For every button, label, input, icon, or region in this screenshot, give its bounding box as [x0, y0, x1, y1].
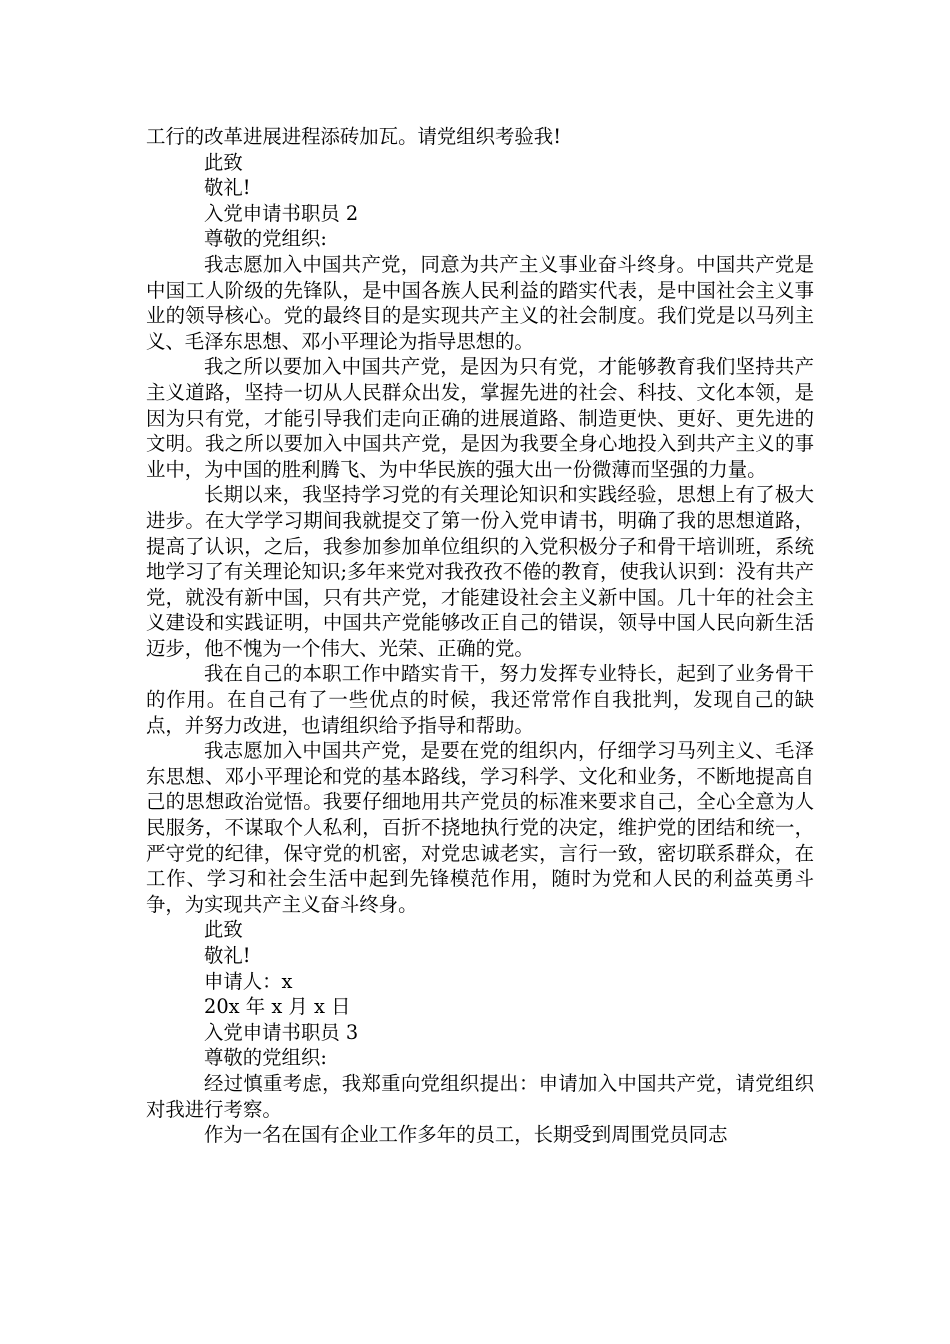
document-page — [146, 124, 814, 1148]
paragraph-2: 此致 — [204, 150, 243, 174]
paragraph-1: 工行的改革进展进程添砖加瓦。请党组织考验我! — [146, 125, 561, 148]
paragraph-8: 长期以来，我坚持学习党的有关理论知识和实践经验，思想上有了极大进步。在大学学习期间我就提交了第一份入党申请书，明确了我的思想道路，提高了认识，之后，我参加参加单位组织的入党积极分子和骨干培训班，系统地学习了有关理论知识;多年来党对我孜孜不倦的教育，使我认识到：没有共产党，就没有新中国，只有共产党，才能建设社会主义新中国。几十年的社会主义建设和实践证明，中国共产党能够改正自己的错误，领导中国人民向新生活迈步，他不愧为一个伟大、光荣、正确的党。 — [146, 483, 814, 660]
paragraph-17: 经过慎重考虑，我郑重向党组织提出：申请加入中国共产党，请党组织对我进行考察。 — [146, 1071, 814, 1121]
applicant-line: 申请人：x — [204, 969, 293, 993]
closing-1: 此致 — [204, 918, 243, 942]
paragraph-18: 作为一名在国有企业工作多年的员工，长期受到周围党员同志 — [204, 1123, 728, 1147]
paragraph-3: 敬礼! — [204, 176, 251, 200]
paragraph-7: 我之所以要加入中国共产党，是因为只有党，才能够教育我们坚持共产主义道路，坚持一切从人民群众出发，掌握先进的社会、科技、文化本领，是因为只有党，才能引导我们走向正确的进展道路、制造更快、更好、更先进的文明。我之所以要加入中国共产党，是因为我要全身心地投入到共产主义的事业中，为中国的胜利腾飞、为中华民族的强大出一份微薄而坚强的力量。 — [146, 355, 814, 481]
salutation-3: 尊敬的党组织: — [204, 1046, 327, 1070]
section-heading-3: 入党申请书职员 3 — [204, 1020, 359, 1044]
section-heading-2: 入党申请书职员 2 — [204, 201, 359, 225]
salutation-2: 尊敬的党组织: — [204, 227, 327, 251]
date-line: 20x 年 x 月 x 日 — [204, 995, 351, 1019]
paragraph-9: 我在自己的本职工作中踏实肯干，努力发挥专业特长，起到了业务骨干的作用。在自己有了一些优点的时候，我还常常作自我批判，发现自己的缺点，并努力改进，也请组织给予指导和帮助。 — [146, 662, 814, 737]
paragraph-10: 我志愿加入中国共产党，是要在党的组织内，仔细学习马列主义、毛泽东思想、邓小平理论和党的基本路线，学习科学、文化和业务，不断地提高自己的思想政治觉悟。我要仔细地用共产党员的标准来要求自己，全心全意为人民服务，不谋取个人私利，百折不挠地执行党的决定，维护党的团结和统一，严守党的纪律，保守党的机密，对党忠诚老实，言行一致，密切联系群众，在工作、学习和社会生活中起到先锋模范作用，随时为党和人民的利益英勇斗争，为实现共产主义奋斗终身。 — [146, 739, 814, 916]
closing-2: 敬礼! — [204, 944, 251, 967]
paragraph-6: 我志愿加入中国共产党，同意为共产主义事业奋斗终身。中国共产党是中国工人阶级的先锋队，是中国各族人民利益的踏实代表，是中国社会主义事业的领导核心。党的最终目的是实现共产主义的社会制度。我们党是以马列主义、毛泽东思想、邓小平理论为指导思想的。 — [146, 252, 814, 353]
